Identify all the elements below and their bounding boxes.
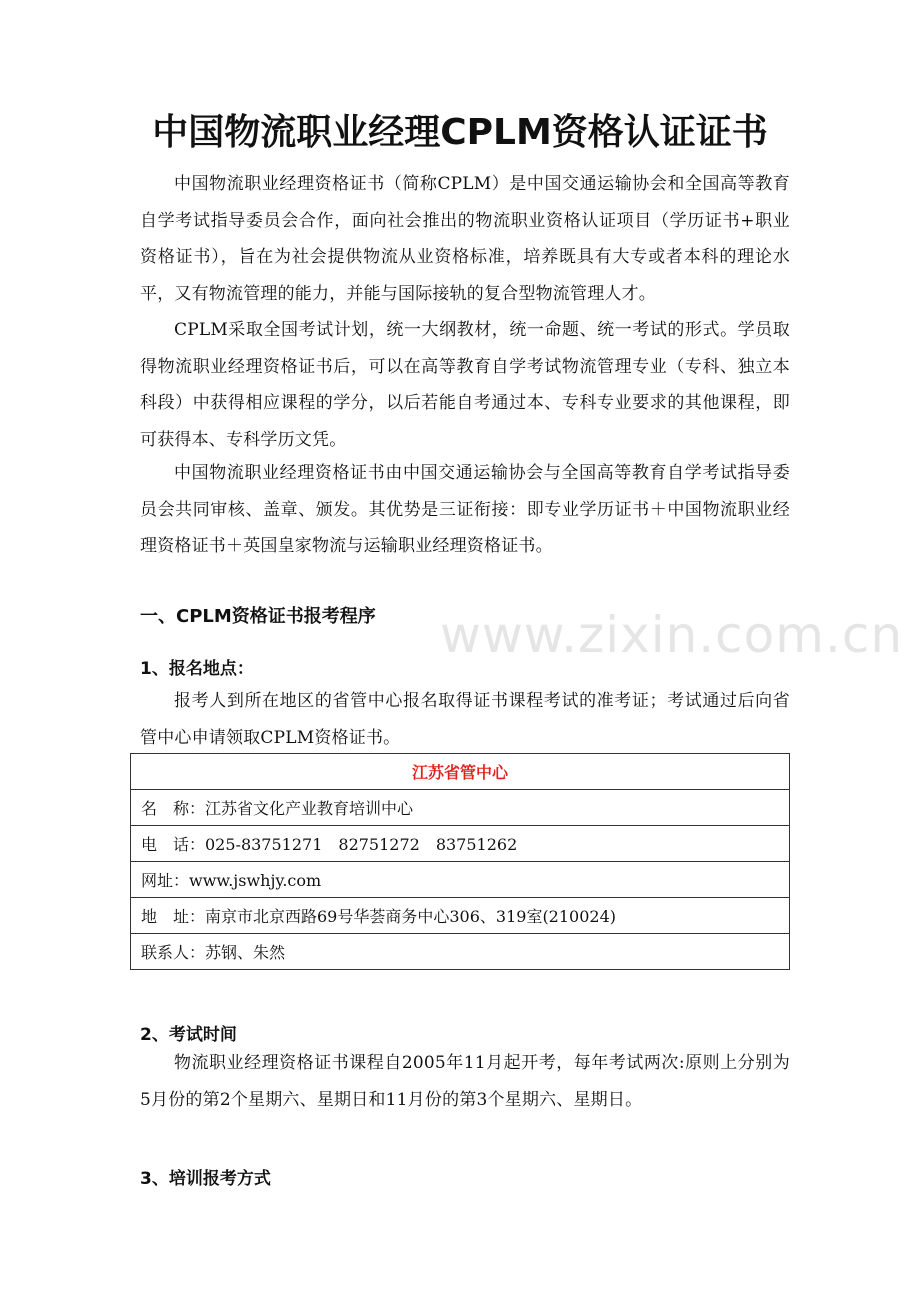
table-cell-name: 名 称：江苏省文化产业教育培训中心 xyxy=(131,790,790,826)
table-row xyxy=(131,826,790,862)
table-row xyxy=(131,862,790,898)
subheading-training: 3、培训报考方式 xyxy=(140,1169,271,1189)
table-cell-address: 地 址：南京市北京西路69号华荟商务中心306、319室(210024) xyxy=(131,898,790,934)
contact-table xyxy=(130,753,790,970)
document-title: 中国物流职业经理CPLM资格认证证书 xyxy=(152,112,768,153)
section-heading-1: 一、CPLM资格证书报考程序 xyxy=(140,606,376,627)
watermark-text: www.zixin.com.cn xyxy=(440,606,904,664)
table-row xyxy=(131,790,790,826)
intro-paragraph-1: 中国物流职业经理资格证书（简称CPLM）是中国交通运输协会和全国高等教育自学考试指导委员会合作，面向社会推出的物流职业资格认证项目（学历证书+职业资格证书），旨在为社会提供物流从业资格标准，培养既具有大专或者本科的理论水平，又有物流管理的能力，并能与国际接轨的复合型物流管理人才。 xyxy=(140,174,790,304)
exam-time-paragraph: 物流职业经理资格证书课程自2005年11月起开考，每年考试两次:原则上分别为5月份的第2个星期六、星期日和11月份的第3个星期六、星期日。 xyxy=(140,1053,790,1110)
table-cell-phone: 电 话：025-83751271 82751272 83751262 xyxy=(131,826,790,862)
location-paragraph: 报考人到所在地区的省管中心报名取得证书课程考试的准考证；考试通过后向省管中心申请领取CPLM资格证书。 xyxy=(140,691,790,748)
table-cell-website: 网址：www.jswhjy.com xyxy=(131,862,790,898)
table-header-row xyxy=(131,754,790,790)
table-row xyxy=(131,934,790,970)
table-header-cell: 江苏省管中心 xyxy=(131,754,790,790)
table-cell-contact: 联系人：苏钢、朱然 xyxy=(131,934,790,970)
intro-paragraph-3: 中国物流职业经理资格证书由中国交通运输协会与全国高等教育自学考试指导委员会共同审核、盖章、颁发。其优势是三证衔接：即专业学历证书＋中国物流职业经理资格证书＋英国皇家物流与运输职业经理资格证书。 xyxy=(140,463,790,556)
intro-paragraph-2: CPLM采取全国考试计划，统一大纲教材，统一命题、统一考试的形式。学员取得物流职业经理资格证书后，可以在高等教育自学考试物流管理专业（专科、独立本科段）中获得相应课程的学分，以后若能自考通过本、专科专业要求的其他课程，即可获得本、专科学历文凭。 xyxy=(140,320,790,450)
table-row xyxy=(131,898,790,934)
subheading-exam-time: 2、考试时间 xyxy=(140,1025,237,1045)
subheading-location: 1、报名地点： xyxy=(140,659,254,679)
